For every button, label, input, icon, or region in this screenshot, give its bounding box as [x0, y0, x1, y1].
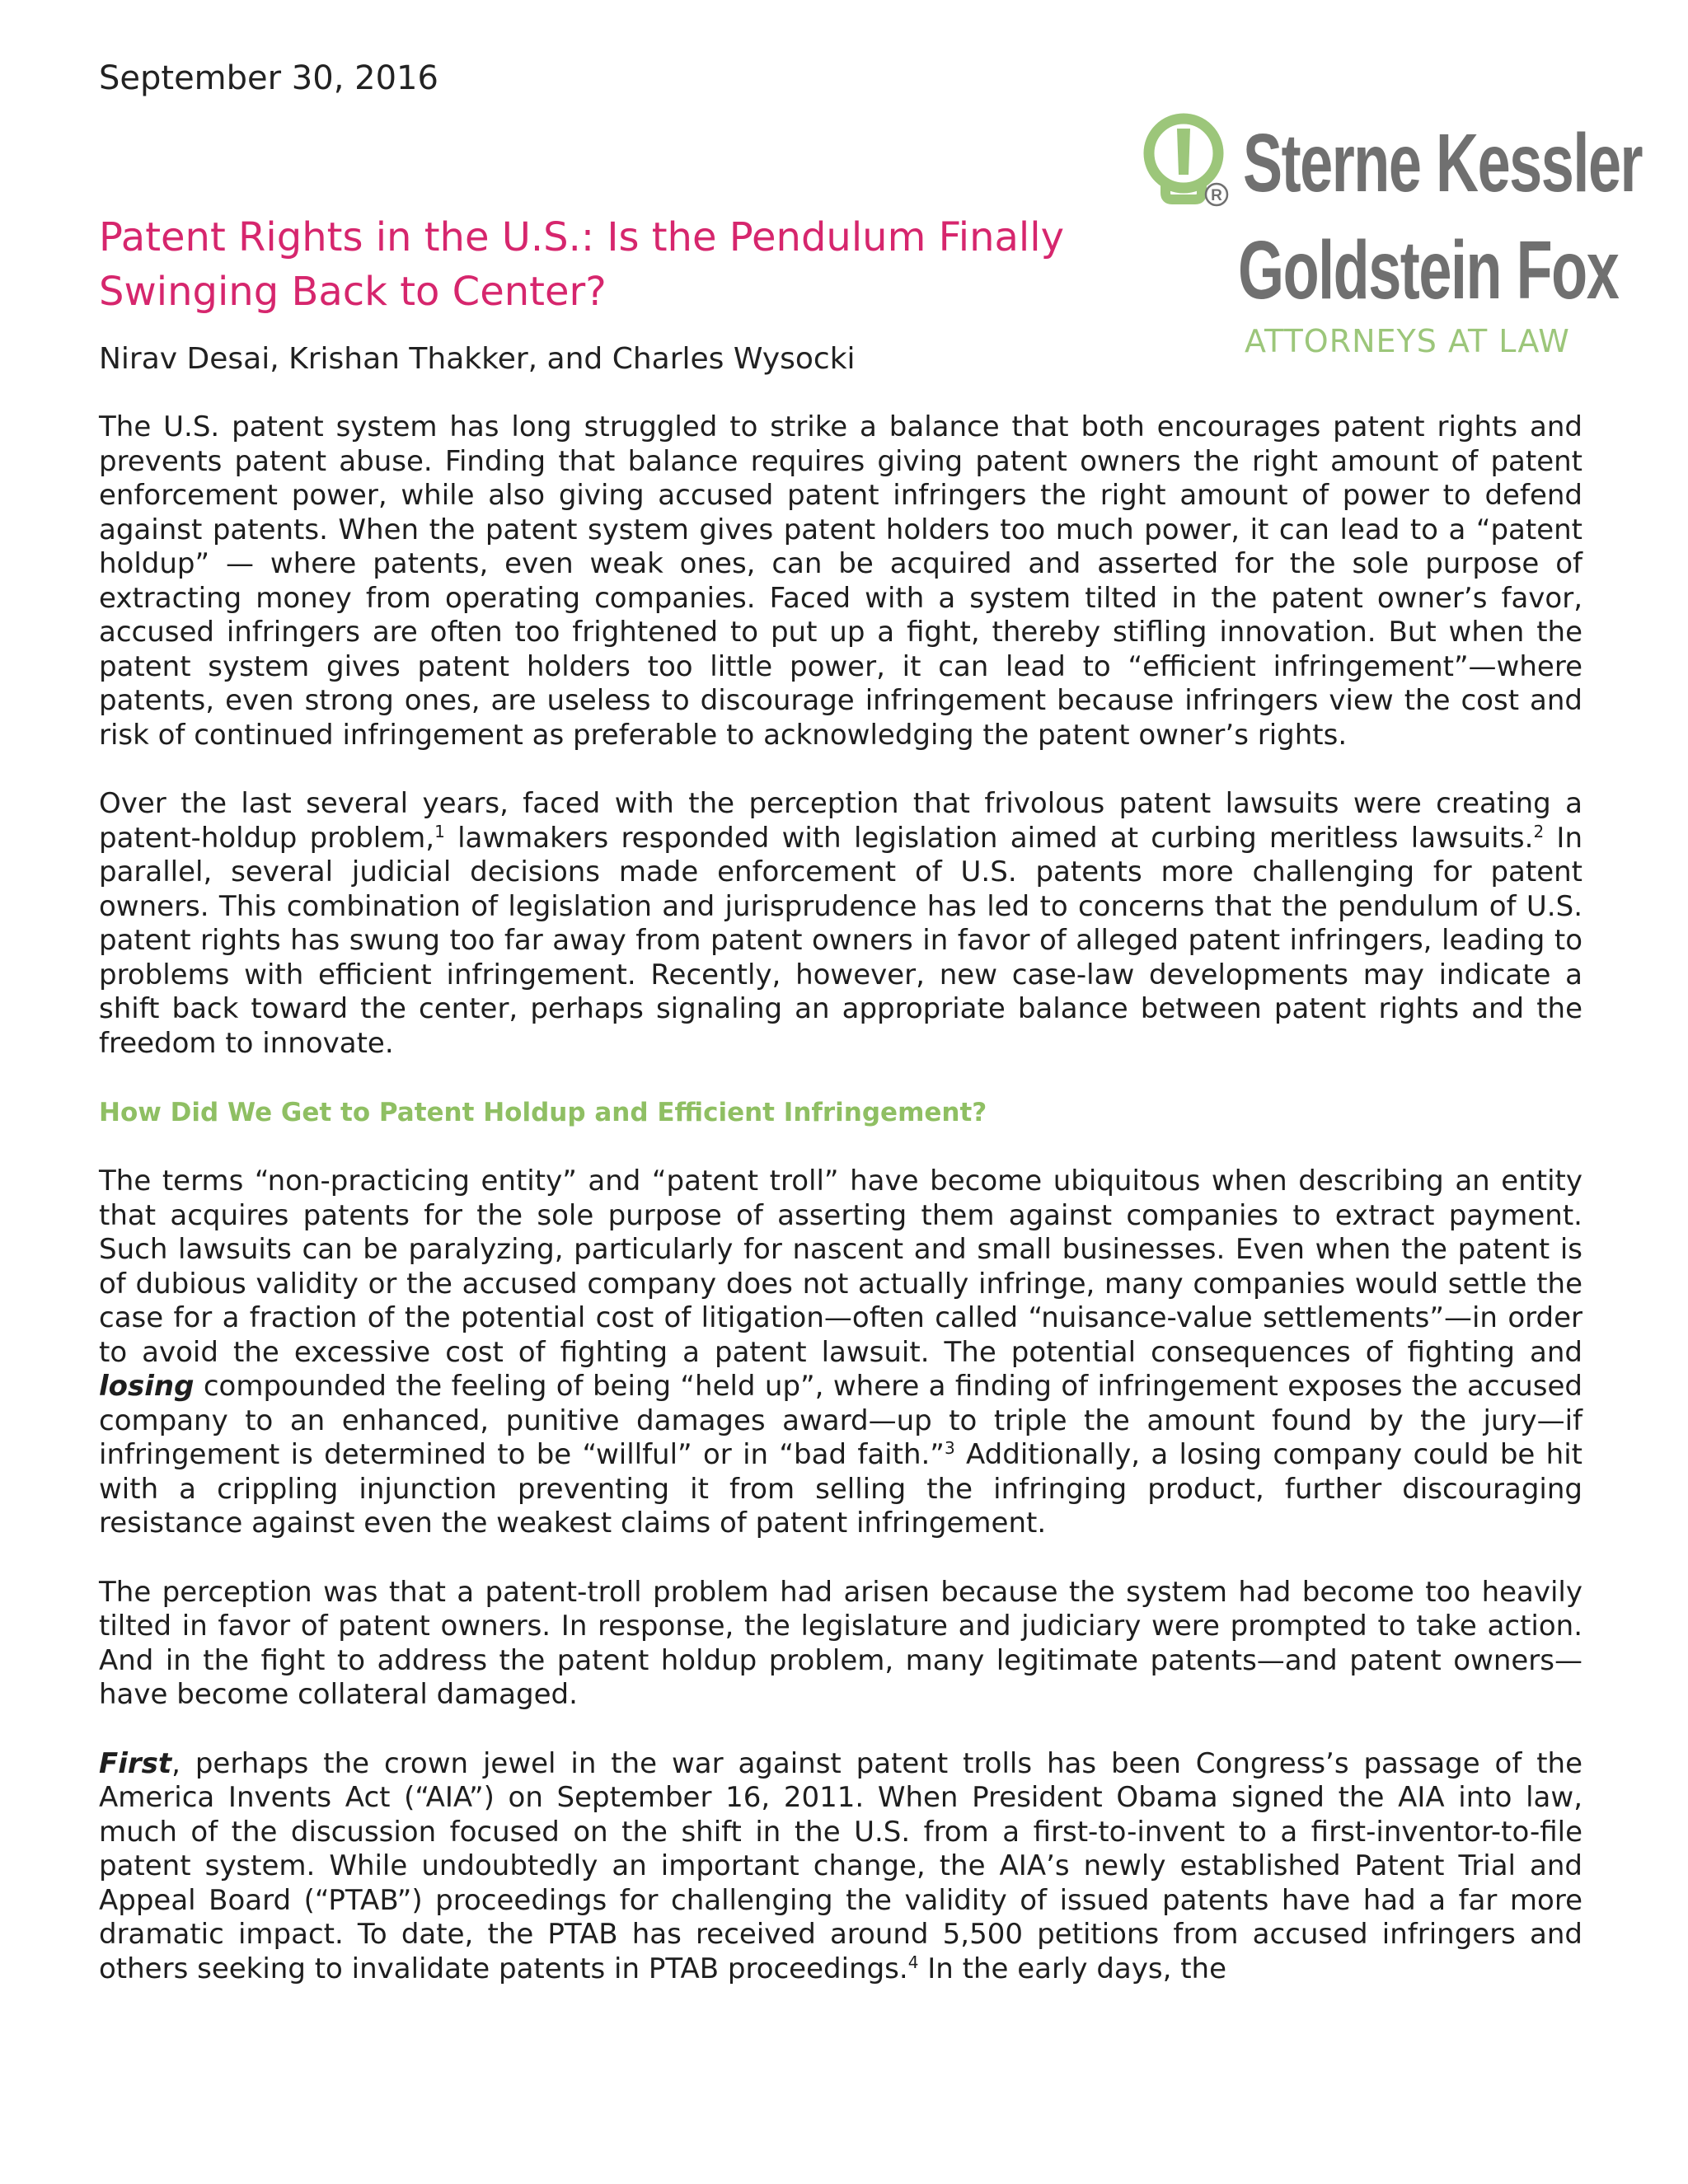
logo-firm-name-line1: Sterne Kessler [1243, 117, 1643, 209]
paragraph-3-text-a: The terms “non-practicing entity” and “patent troll” have become ubiquitous when describing an entity that acquires patents for the sole purpose of asserting them against companies to extract payment. Such lawsuits can be paralyzing, particularly for nascent and small businesses. Even when the patent is of dubious validity or the accused company does not actually infringe, many companies would settle the case for a fraction of the potential cost of litigation—often called “nuisance-value settlements”—in order to avoid the excessive cost of fighting a patent lawsuit. The potential consequences of fighting and [99, 1165, 1582, 1369]
firm-logo [1137, 107, 1643, 371]
paragraph-3-text-c: Additionally, a losing company could be hit with a crippling injunction preventing it from selling the infringing product, further discouraging resistance against even the weakest claims of patent infringement. [99, 1438, 1583, 1540]
paragraph-5-text-b: In the early days, the [918, 1952, 1227, 1985]
emphasis-first: First [99, 1746, 172, 1780]
paragraph-4: The perception was that a patent-troll problem had arisen because the system had become too heavily tilted in favor of patent owners. In response, the legislature and judiciary were prompted to take action. And in the fight to address the patent holdup problem, many legitimate patents—and patent owners—have become collateral damaged. [99, 1575, 1582, 1711]
paragraph-2-text-c: In parallel, several judicial decisions made enforcement of U.S. patents more challenging for patent owners. This combination of legislation and jurisprudence has led to concerns that the pendulum of U.S. patent rights has swung too far away from patent owners in favor of alleged patent infringers, leading to problems with efficient infringement. Recently, however, new case-law developments may indicate a shift back toward the center, perhaps signaling an appropriate balance between patent rights and the freedom to innovate. [99, 821, 1583, 1060]
article-title: Patent Rights in the U.S.: Is the Pendulum Finally Swinging Back to Center? [99, 214, 1064, 315]
article-body [99, 410, 1582, 2021]
paragraph-2-text-b: lawmakers responded with legislation aimed at curbing meritless lawsuits. [444, 821, 1534, 855]
article-authors: Nirav Desai, Krishan Thakker, and Charles Wysocki [99, 342, 856, 376]
footnote-ref-3: 3 [944, 1438, 955, 1458]
paragraph-5 [99, 1747, 1582, 1987]
footnote-ref-1: 1 [434, 821, 445, 841]
footnote-ref-4: 4 [907, 1952, 919, 1972]
logo-tagline: ATTORNEYS AT LAW [1245, 323, 1570, 359]
paragraph-2 [99, 787, 1582, 1061]
section-heading: How Did We Get to Patent Holdup and Efficient Infringement? [99, 1098, 987, 1127]
document-date: September 30, 2016 [99, 59, 438, 97]
registered-mark: R [1211, 187, 1222, 204]
emphasis-losing: losing [99, 1370, 195, 1403]
paragraph-3-text-b: compounded the feeling of being “held up”, where a finding of infringement exposes the accused company to an enhanced, punitive damages award—up to triple the amount found by the jury—if infringement is determined to be “willful” or in “bad faith.” [99, 1370, 1582, 1471]
paragraph-3 [99, 1165, 1582, 1541]
paragraph-2-text-a: Over the last several years, faced with the perception that frivolous patent lawsuits were creating a patent-holdup problem, [99, 787, 1582, 855]
paragraph-5-text-a: , perhaps the crown jewel in the war against patent trolls has been Congress’s passage of the America Invents Act (“AIA”) on September 16, 2011. When President Obama signed the AIA into law, much of the discussion focused on the shift in the U.S. from a first-to-invent to a first-inventor-to-file patent system. While undoubtedly an important change, the AIA’s newly established Patent Trial and Appeal Board (“PTAB”) proceedings for challenging the validity of issued patents have had a far more dramatic impact. To date, the PTAB has received around 5,500 petitions from accused infringers and others seeking to invalidate patents in PTAB proceedings. [99, 1746, 1582, 1985]
footnote-ref-2: 2 [1533, 821, 1545, 841]
paragraph-1: The U.S. patent system has long struggled to strike a balance that both encourages patent rights and prevents patent abuse. Finding that balance requires giving patent owners the right amount of patent enforcement power, while also giving accused patent infringers the right amount of power to defend against patents. When the patent system gives patent holders too much power, it can lead to a “patent holdup” — where patents, even weak ones, can be acquired and asserted for the sole purpose of extracting money from operating companies. Faced with a system tilted in the patent owner’s favor, accused infringers are often too frightened to put up a fight, thereby stifling innovation. But when the patent system gives patent holders too little power, it can lead to “efficient infringement”—where patents, even strong ones, are useless to discourage infringement because infringers view the cost and risk of continued infringement as preferable to acknowledging the patent owner’s rights. [99, 410, 1582, 752]
lightbulb-icon [1137, 110, 1236, 234]
logo-firm-name-line2: Goldstein Fox [1238, 224, 1619, 316]
